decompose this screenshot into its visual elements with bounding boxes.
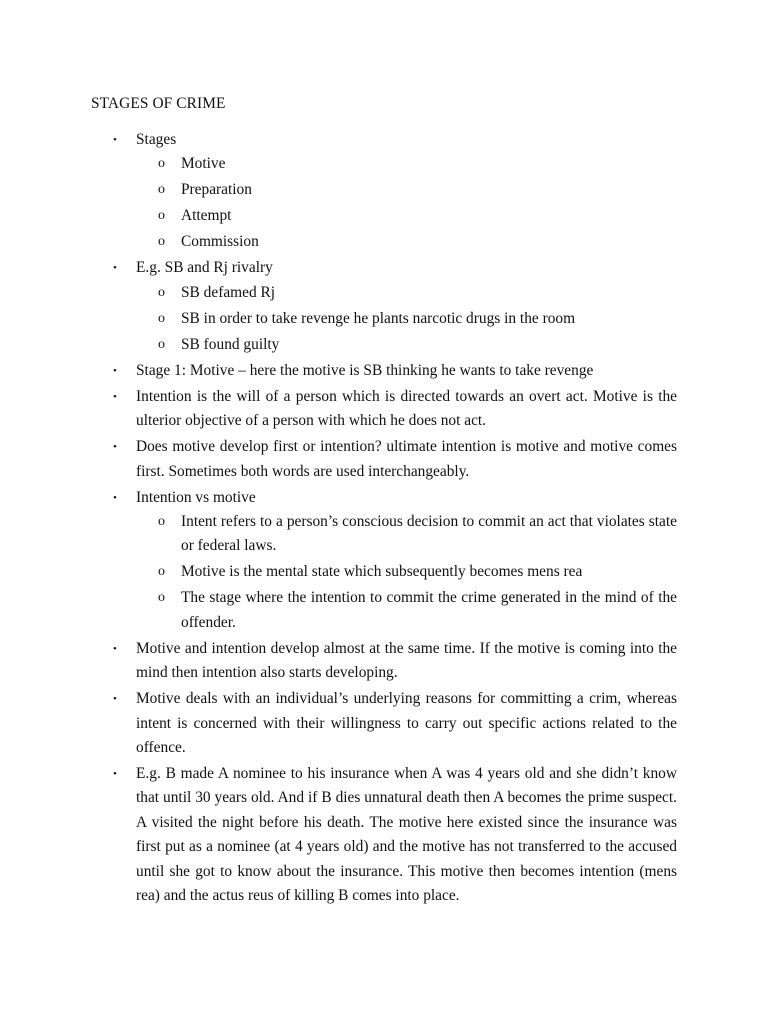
bullet-icon: • (113, 768, 117, 781)
sub-bullet-icon: o (158, 590, 165, 606)
sub-list-item-text: Preparation (181, 181, 252, 199)
sub-bullet-icon: o (158, 336, 165, 352)
list-item (0, 486, 677, 636)
sub-bullet-icon: o (158, 514, 165, 530)
list-item-text: E.g. B made A nominee to his insurance when A was 4 years old and she didn’t know that until 30 years old. And if B dies unnatural death then A becomes the prime suspect. A visited the night before his death. The motive here existed since the insurance was first put as a nominee (at 4 years old) and the motive has not transferred to the accused until she got to know about the insurance. This motive then becomes intention (mens rea) and the actus reus of killing B comes into place. (136, 765, 677, 905)
list-item-text: Stage 1: Motive – here the motive is SB thinking he wants to take revenge (136, 361, 594, 379)
sub-list-item-text: Motive is the mental state which subsequently becomes mens rea (181, 563, 583, 581)
bullet-icon: • (113, 390, 117, 403)
sub-list-item-text: SB in order to take revenge he plants narcotic drugs in the room (181, 309, 576, 327)
sub-bullet-icon: o (158, 208, 165, 224)
document-title: STAGES OF CRIME (91, 95, 226, 112)
sub-bullet-icon: o (158, 234, 165, 250)
sub-bullet-icon: o (158, 284, 165, 300)
sub-list (136, 281, 677, 357)
bullet-icon: • (113, 134, 117, 146)
bullet-icon: • (113, 491, 117, 504)
list-item-text: Stages (136, 131, 177, 148)
sub-list-item-text: Motive (181, 155, 226, 173)
bullet-icon: • (113, 642, 117, 655)
sub-list-item (136, 307, 677, 331)
bullet-icon: • (113, 441, 117, 454)
sub-list-item (136, 178, 677, 202)
sub-list-item (136, 510, 677, 559)
sub-list-item (136, 560, 677, 584)
notes-list (0, 128, 768, 910)
sub-bullet-icon: o (158, 156, 165, 172)
list-item-text: E.g. SB and Rj rivalry (136, 259, 273, 277)
bullet-icon: • (113, 364, 117, 377)
sub-bullet-icon: o (158, 310, 165, 326)
bullet-icon: • (113, 693, 117, 706)
sub-list-item (136, 281, 677, 305)
list-item (0, 359, 677, 383)
sub-list-item (136, 204, 677, 228)
sub-list (136, 510, 677, 635)
list-item (0, 637, 677, 686)
list-item (0, 128, 677, 255)
list-item (0, 762, 677, 908)
sub-list-item-text: SB found guilty (181, 335, 280, 353)
sub-bullet-icon: o (158, 564, 165, 580)
list-item-text: Motive deals with an individual’s underlying reasons for committing a crim, whereas intent is concerned with their willingness to carry out specific actions related to the offence. (136, 690, 677, 757)
list-item-text: Motive and intention develop almost at the same time. If the motive is coming into the mind then intention also starts developing. (136, 639, 677, 682)
list-item (0, 687, 677, 760)
sub-list-item-text: Attempt (181, 207, 232, 225)
sub-list-item-text: Intent refers to a person’s conscious decision to commit an act that violates state or federal laws. (181, 513, 677, 555)
bullet-icon: • (113, 262, 117, 275)
sub-list-item (136, 333, 677, 357)
list-item (0, 385, 677, 434)
list-item-text: Intention is the will of a person which is directed towards an overt act. Motive is the ulterior objective of a person with which he does not act. (136, 387, 677, 430)
list-item (0, 435, 677, 484)
list-item-text: Intention vs motive (136, 488, 256, 506)
sub-bullet-icon: o (158, 182, 165, 198)
list-item (0, 256, 677, 357)
sub-list-item-text: Commission (181, 233, 259, 251)
sub-list-item-text: The stage where the intention to commit the crime generated in the mind of the offender. (181, 589, 677, 631)
sub-list-item (136, 230, 677, 254)
list-item-text: Does motive develop first or intention? ultimate intention is motive and motive comes first. Sometimes both words are used interchangeably. (136, 438, 677, 480)
sub-list-item (136, 586, 677, 635)
sub-list-item (136, 152, 677, 176)
sub-list (136, 152, 677, 254)
sub-list-item-text: SB defamed Rj (181, 283, 276, 301)
